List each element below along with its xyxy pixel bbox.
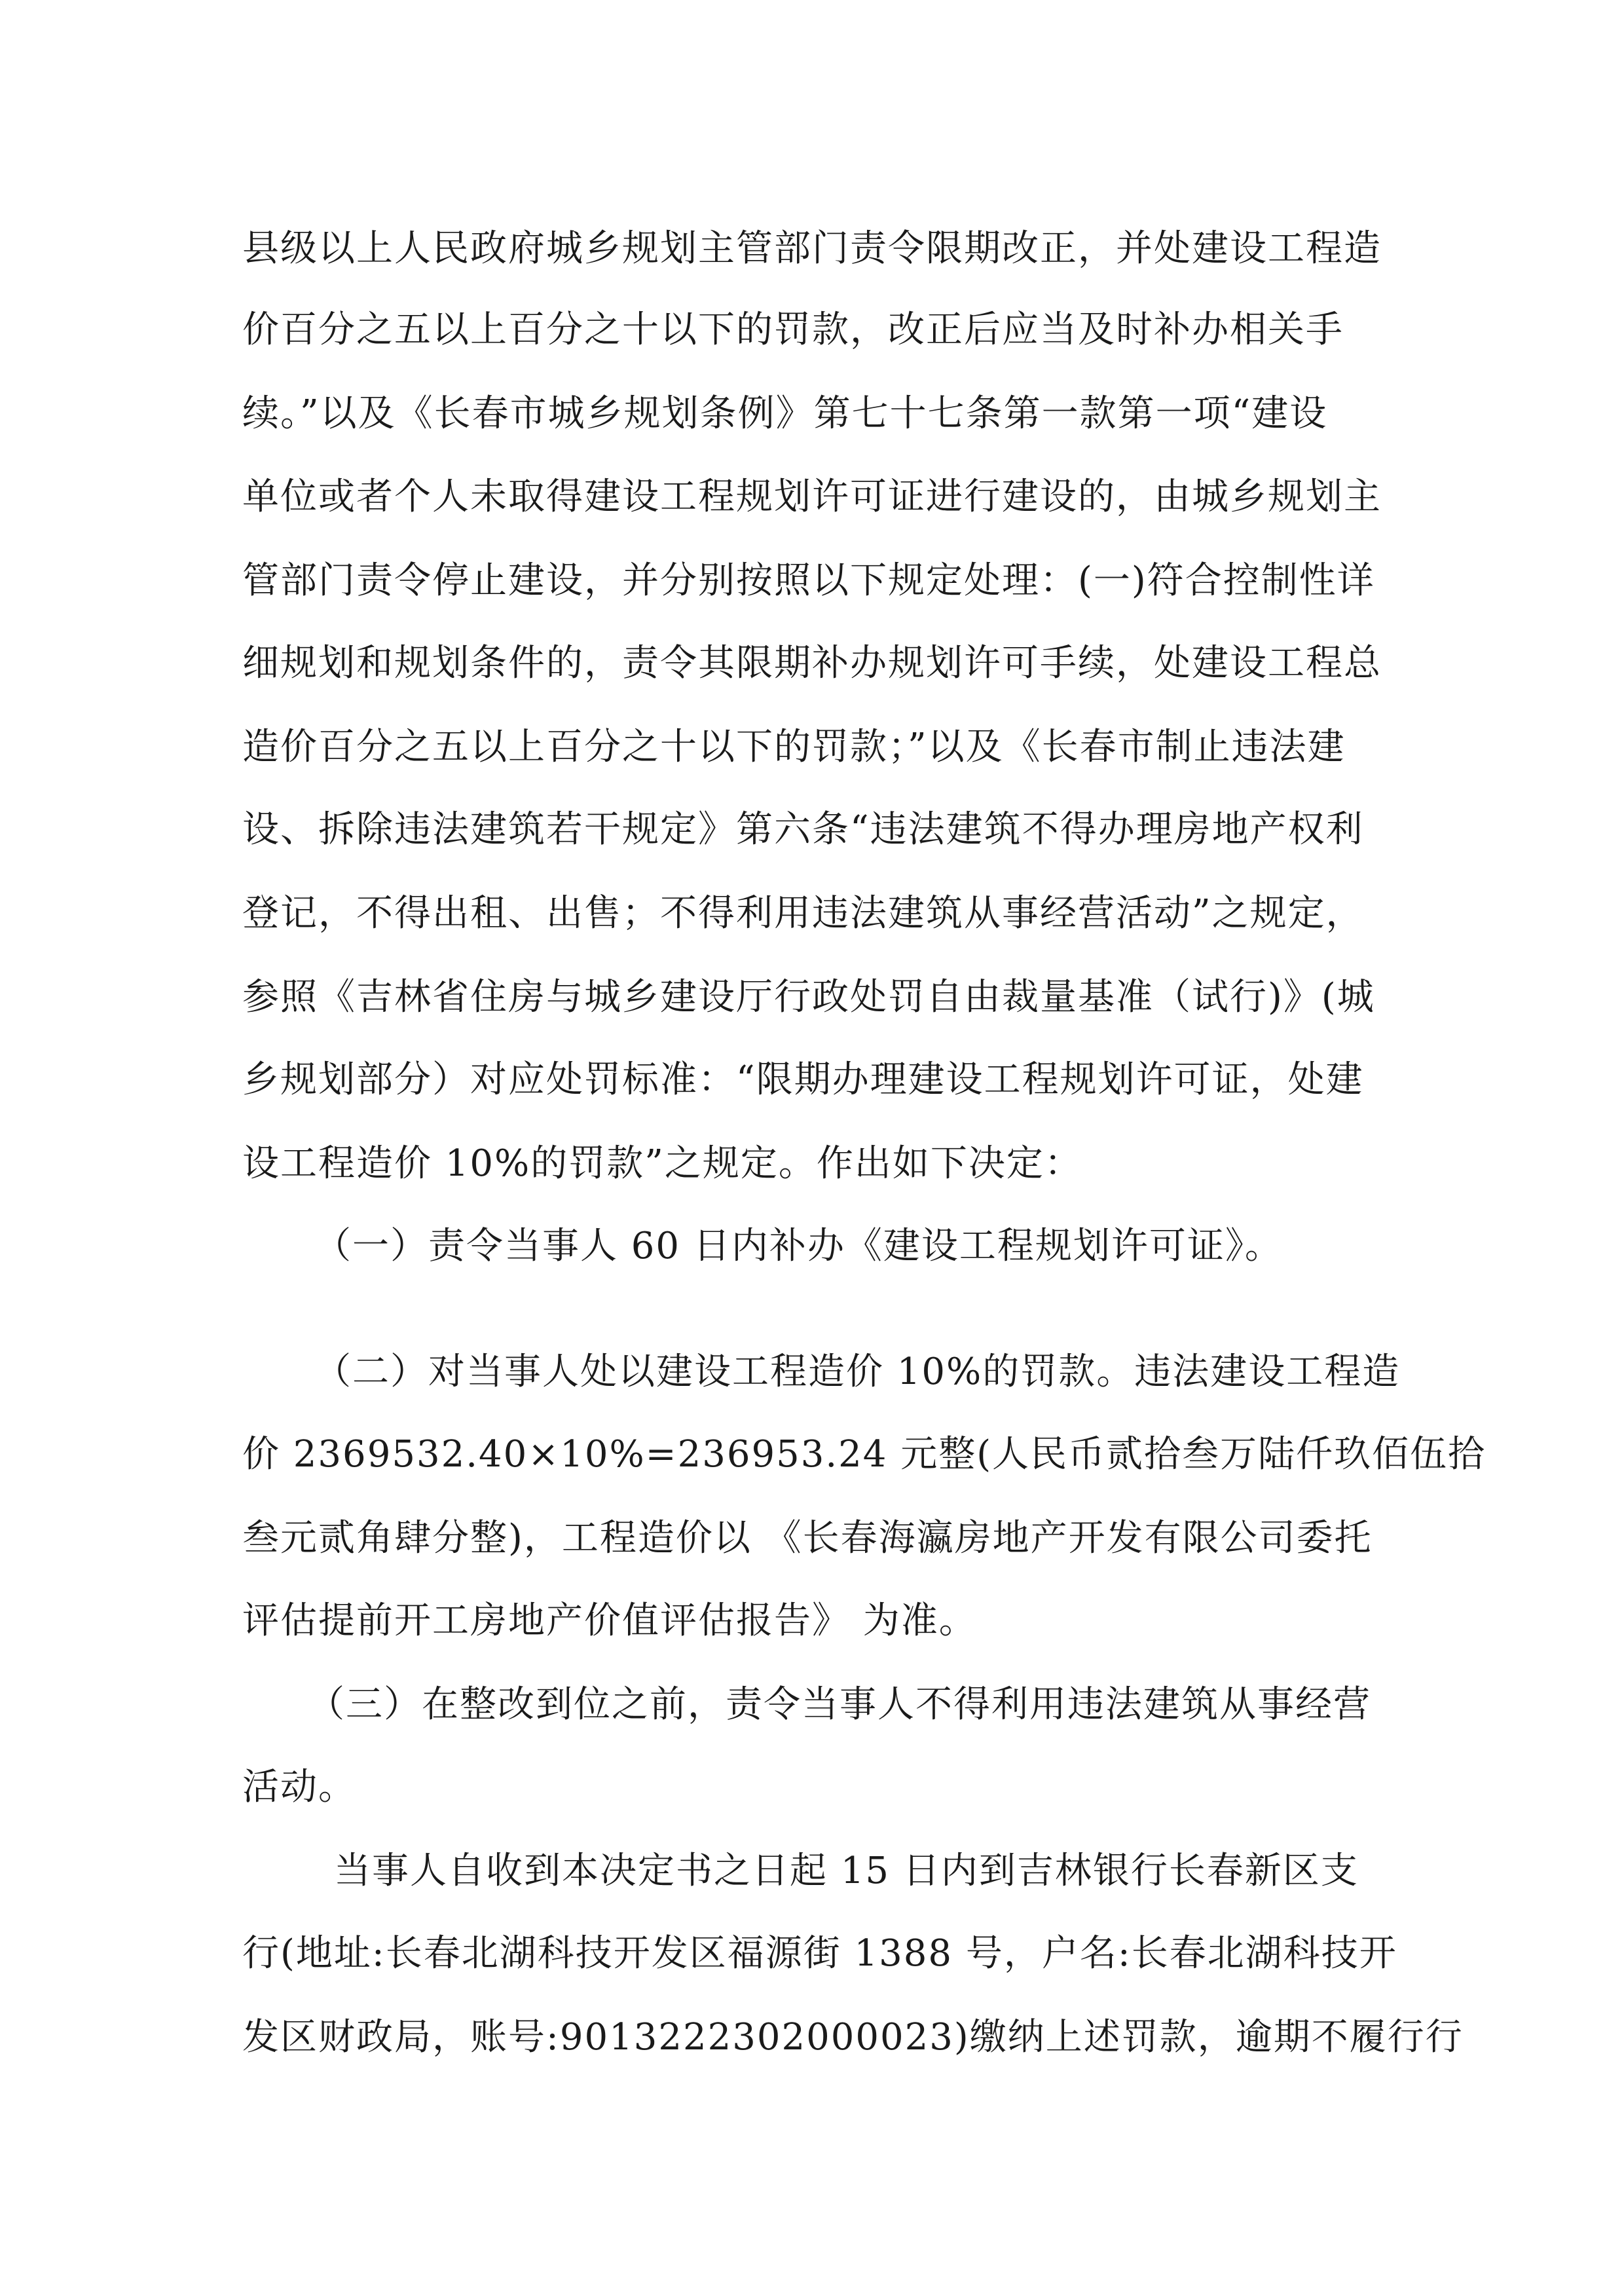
body-text-line: 发区财政局，账号:9013222302000023)缴纳上述罚款，逾期不履行行	[242, 2016, 1464, 2059]
body-text-line: 单位或者个人未取得建设工程规划许可证进行建设的，由城乡规划主	[242, 476, 1382, 518]
body-text-line: 细规划和规划条件的，责令其限期补办规划许可手续，处建设工程总	[242, 642, 1382, 684]
body-text-line: 活动。	[242, 1766, 356, 1808]
body-text-line: 叁元贰角肆分整)，工程造价以 《长春海瀛房地产开发有限公司委托	[242, 1517, 1373, 1559]
body-text-line: 设工程造价 10%的罚款”之规定。作出如下决定：	[242, 1142, 1082, 1185]
body-text-line: 行(地址:长春北湖科技开发区福源街 1388 号，户名:长春北湖科技开	[242, 1932, 1397, 1975]
body-text-line: 参照《吉林省住房与城乡建设厅行政处罚自由裁量基准（试行)》(城	[242, 976, 1375, 1018]
decision-item-1: （一）责令当事人 60 日内补办《建设工程规划许可证》。	[314, 1225, 1283, 1267]
decision-item-2: （二）对当事人处以建设工程造价 10%的罚款。违法建设工程造	[314, 1351, 1401, 1393]
body-text-line: 续。”以及《长春市城乡规划条例》第七十七条第一款第一项“建设	[242, 392, 1328, 435]
body-text-line: 造价百分之五以上百分之十以下的罚款；”以及《长春市制止违法建	[242, 726, 1346, 768]
body-text-line: 乡规划部分）对应处罚标准：“限期办理建设工程规划许可证，处建	[242, 1058, 1364, 1101]
body-text-line: 管部门责令停止建设，并分别按照以下规定处理：(一)符合控制性详	[242, 559, 1375, 602]
body-text-line: 登记，不得出租、出售；不得利用违法建筑从事经营活动”之规定，	[242, 892, 1364, 935]
body-text-line: 价 2369532.40×10%=236953.24 元整(人民币贰拾叁万陆仟玖佰伍拾	[242, 1433, 1486, 1476]
decision-item-3: （三）在整改到位之前，责令当事人不得利用违法建筑从事经营	[308, 1683, 1371, 1726]
body-text-line: 价百分之五以上百分之十以下的罚款，改正后应当及时补办相关手	[242, 308, 1344, 351]
payment-paragraph-start: 当事人自收到本决定书之日起 15 日内到吉林银行长春新区支	[334, 1850, 1359, 1892]
body-text-line: 评估提前开工房地产价值评估报告》 为准。	[242, 1599, 977, 1642]
body-text-line: 设、拆除违法建筑若干规定》第六条“违法建筑不得办理房地产权利	[242, 808, 1364, 851]
body-text-line: 县级以上人民政府城乡规划主管部门责令限期改正，并处建设工程造	[242, 227, 1382, 270]
